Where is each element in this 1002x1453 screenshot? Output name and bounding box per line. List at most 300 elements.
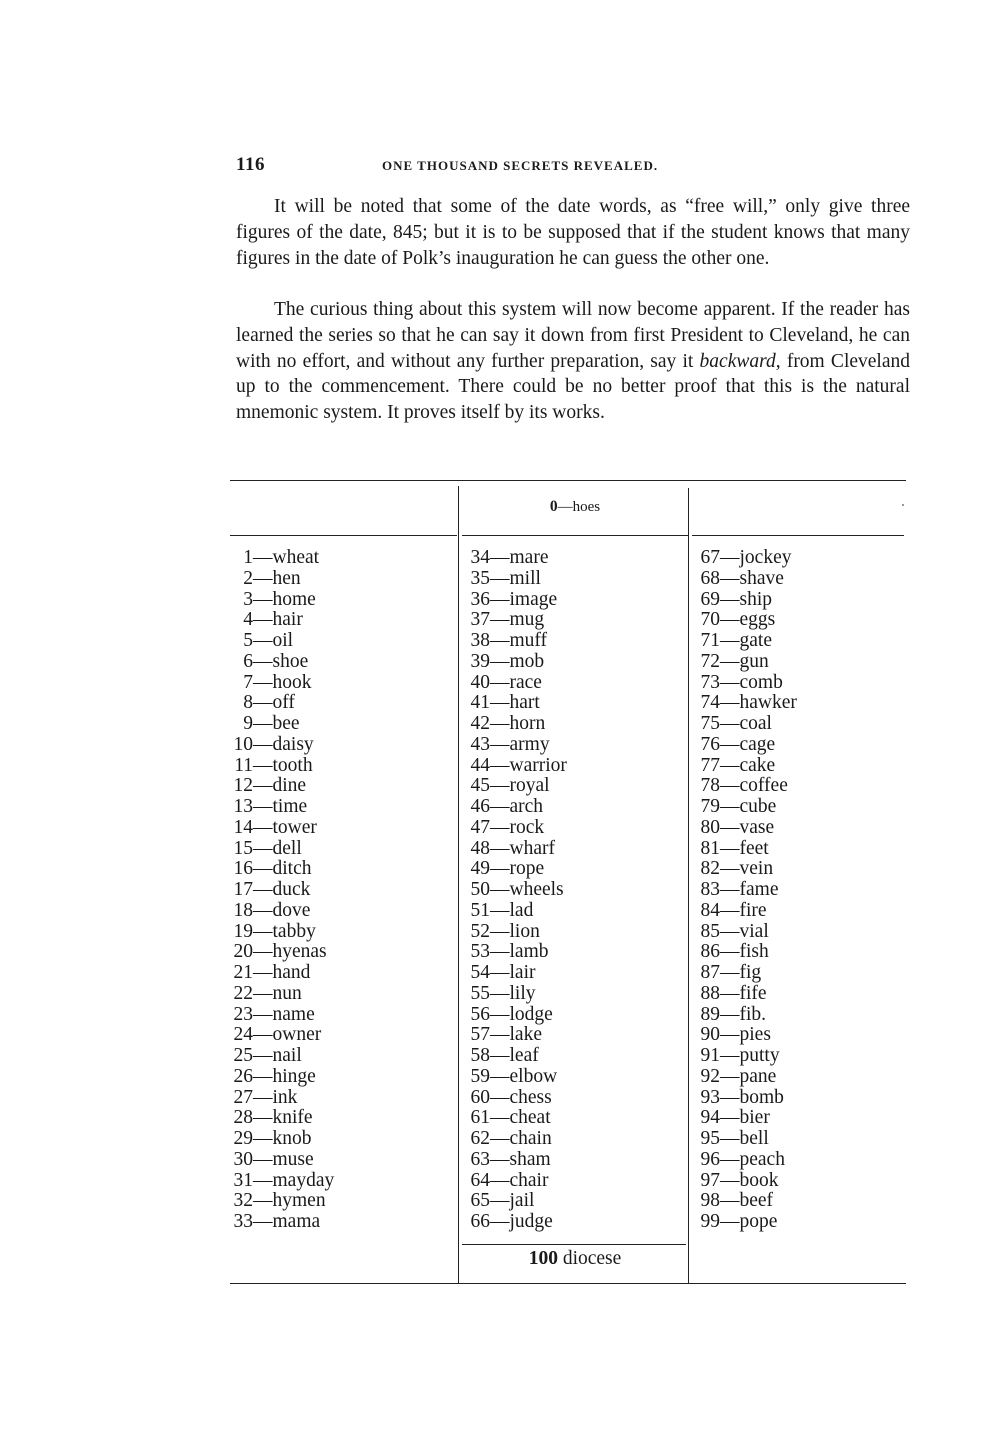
- entry-word: fish: [739, 941, 769, 963]
- entry-dash: —: [253, 713, 273, 734]
- entry-dash: —: [253, 1024, 273, 1046]
- entry-number: 53: [470, 941, 490, 963]
- entry-number: 13: [233, 796, 253, 817]
- entry-number: 62: [470, 1128, 490, 1149]
- entry-number: 18: [233, 899, 253, 921]
- entry-number: 19: [233, 920, 253, 942]
- entry-number: 39: [470, 650, 490, 672]
- table-column-1: [230, 548, 456, 1233]
- entry-dash: —: [253, 567, 273, 589]
- entry-word: bee: [272, 713, 300, 734]
- entry-dash: —: [253, 1190, 273, 1212]
- entry-word: bomb: [739, 1086, 784, 1108]
- table-entry: [468, 1025, 686, 1046]
- entry-dash: —: [253, 692, 273, 714]
- table-entry: [230, 1005, 456, 1026]
- entry-word: horn: [509, 713, 546, 734]
- entry-word: judge: [509, 1211, 553, 1232]
- entry-word: off: [272, 692, 295, 714]
- entry-word: shoe: [272, 650, 309, 672]
- entry-word: muff: [509, 630, 548, 651]
- table-entry: [230, 922, 456, 943]
- table-foot-rule-middle: [462, 1244, 686, 1245]
- table-entry: [698, 631, 904, 652]
- table-entry: [230, 569, 456, 590]
- entry-number: 52: [470, 920, 490, 942]
- entry-dash: —: [253, 1003, 273, 1025]
- entry-word: cage: [739, 733, 776, 755]
- entry-number: 26: [233, 1065, 253, 1087]
- entry-word: duck: [272, 879, 311, 900]
- entry-word: arch: [509, 796, 544, 817]
- entry-word: mama: [272, 1211, 321, 1232]
- paragraph-text-end: from Cleveland up to the commencement. There could be no better proof that this is the natural mnemonic system. It proves itself by its works.: [236, 350, 910, 424]
- entry-number: 78: [700, 775, 720, 797]
- entry-word: diocese: [562, 1248, 622, 1269]
- table-entry: [698, 652, 904, 673]
- entry-number: 32: [233, 1190, 253, 1212]
- table-entry: [468, 963, 686, 984]
- entry-dash: —: [720, 982, 740, 1004]
- entry-dash: —: [490, 733, 510, 755]
- entry-number: 68: [700, 567, 720, 589]
- entry-number: 56: [470, 1003, 490, 1025]
- entry-word: sham: [509, 1148, 551, 1170]
- entry-word: home: [272, 588, 316, 610]
- entry-number: 81: [700, 837, 720, 859]
- entry-number: 15: [233, 837, 253, 859]
- table-entry: [230, 1191, 456, 1212]
- table-entry: [230, 714, 456, 735]
- entry-number: 46: [470, 796, 490, 817]
- entry-word: beef: [739, 1190, 774, 1212]
- entry-number: 34: [470, 547, 490, 568]
- entry-word: wheels: [509, 879, 564, 900]
- entry-number: 76: [700, 733, 720, 755]
- entry-word: vein: [739, 858, 774, 880]
- entry-dash: —: [253, 941, 273, 963]
- entry-word: chain: [509, 1128, 552, 1149]
- entry-word: lair: [509, 962, 536, 983]
- table-entry: [468, 569, 686, 590]
- table-column-divider-left: [458, 486, 459, 1284]
- table-entry: [468, 1191, 686, 1212]
- entry-dash: —: [720, 1065, 740, 1087]
- table-entry: [468, 984, 686, 1005]
- entry-word: hinge: [272, 1065, 316, 1087]
- table-entry: [468, 693, 686, 714]
- entry-number: 43: [470, 733, 490, 755]
- entry-number: 66: [470, 1211, 490, 1232]
- entry-dash: —: [253, 962, 273, 983]
- entry-number: 41: [470, 692, 490, 714]
- entry-number: 23: [233, 1003, 253, 1025]
- entry-word: elbow: [509, 1065, 558, 1087]
- entry-number: 63: [470, 1148, 490, 1170]
- entry-dash: —: [720, 547, 740, 568]
- entry-word: dove: [272, 899, 311, 921]
- entry-number: 35: [470, 567, 490, 589]
- entry-dash: —: [253, 547, 273, 568]
- table-entry: [698, 1108, 904, 1129]
- entry-dash: —: [720, 879, 740, 900]
- entry-word: royal: [509, 775, 550, 797]
- table-entry: [468, 714, 686, 735]
- entry-number: 50: [470, 879, 490, 900]
- entry-number: 8: [243, 692, 253, 714]
- entry-word: oil: [272, 630, 294, 651]
- entry-word: wheat: [272, 547, 320, 568]
- table-entry: [468, 1005, 686, 1026]
- table-entry: [698, 569, 904, 590]
- entry-number: 7: [243, 671, 253, 693]
- table-entry: [468, 610, 686, 631]
- entry-dash: —: [490, 1024, 510, 1046]
- entry-number: 59: [470, 1065, 490, 1087]
- entry-dash: —: [720, 1190, 740, 1212]
- entry-number: 64: [470, 1169, 490, 1191]
- table-entry: [230, 839, 456, 860]
- table-entry: [698, 1005, 904, 1026]
- table-entry: [468, 590, 686, 611]
- table-head-entry: [462, 498, 688, 516]
- entry-dash: —: [720, 754, 740, 776]
- entry-number: 24: [233, 1024, 253, 1046]
- table-entry: [698, 693, 904, 714]
- entry-number: 65: [470, 1190, 490, 1212]
- entry-word: comb: [739, 671, 783, 693]
- entry-word: bier: [739, 1107, 770, 1129]
- entry-number: 72: [700, 650, 720, 672]
- table-entry: [468, 1150, 686, 1171]
- table-entry: [230, 673, 456, 694]
- entry-dash: —: [720, 941, 740, 963]
- table-entry: [468, 901, 686, 922]
- entry-word: muse: [272, 1148, 314, 1170]
- table-entry: [468, 652, 686, 673]
- entry-dash: —: [720, 1128, 740, 1149]
- entry-dash: —: [253, 920, 273, 942]
- entry-word: book: [739, 1169, 779, 1191]
- entry-number: 70: [700, 609, 720, 631]
- entry-number: 60: [470, 1086, 490, 1108]
- table-entry: [468, 1067, 686, 1088]
- entry-dash: —: [720, 692, 740, 714]
- table-entry: [230, 859, 456, 880]
- entry-number: 85: [700, 920, 720, 942]
- entry-dash: —: [720, 858, 740, 880]
- entry-number: 57: [470, 1024, 490, 1046]
- table-entry: [698, 984, 904, 1005]
- entry-dash: —: [720, 588, 740, 610]
- entry-word: pane: [739, 1065, 777, 1087]
- table-entry: [230, 942, 456, 963]
- entry-number: 22: [233, 982, 253, 1004]
- stray-mark: [902, 504, 904, 506]
- entry-number: 29: [233, 1128, 253, 1149]
- entry-number: 6: [243, 650, 253, 672]
- entry-number: 55: [470, 982, 490, 1004]
- table-entry: [230, 776, 456, 797]
- entry-number: 45: [470, 775, 490, 797]
- entry-number: 0: [549, 498, 558, 515]
- table-entry: [698, 1025, 904, 1046]
- entry-dash: —: [720, 1169, 740, 1191]
- entry-dash: —: [720, 567, 740, 589]
- entry-word: tooth: [272, 754, 313, 776]
- page-header: [236, 154, 908, 178]
- entry-word: hyenas: [272, 941, 327, 963]
- table-foot-entry: [462, 1248, 688, 1270]
- entry-number: 58: [470, 1045, 490, 1066]
- entry-dash: —: [490, 1128, 510, 1149]
- table-top-rule: [230, 480, 906, 481]
- entry-word: dine: [272, 775, 307, 797]
- entry-word: nail: [272, 1045, 302, 1066]
- entry-word: fife: [739, 982, 767, 1004]
- entry-number: 47: [470, 816, 490, 838]
- table-entry: [468, 797, 686, 818]
- entry-number: 69: [700, 588, 720, 610]
- entry-number: 92: [700, 1065, 720, 1087]
- entry-word: lamb: [509, 941, 549, 963]
- entry-dash: —: [253, 899, 273, 921]
- entry-dash: —: [490, 547, 510, 568]
- table-entry: [230, 1046, 456, 1067]
- entry-word: name: [272, 1003, 315, 1025]
- table-entry: [698, 1046, 904, 1067]
- entry-number: 95: [700, 1128, 720, 1149]
- entry-dash: —: [720, 775, 740, 797]
- table-entry: [468, 1129, 686, 1150]
- table-entry: [698, 942, 904, 963]
- entry-number: 94: [700, 1107, 720, 1129]
- page-number: 116: [236, 154, 265, 175]
- table-entry: [698, 797, 904, 818]
- table-entry: [698, 1212, 904, 1233]
- entry-dash: —: [253, 1128, 273, 1149]
- entry-word: pope: [739, 1211, 778, 1232]
- entry-number: 12: [233, 775, 253, 797]
- entry-word: image: [509, 588, 558, 610]
- entry-number: 51: [470, 899, 490, 921]
- entry-word: fig: [739, 962, 762, 983]
- entry-dash: —: [490, 671, 510, 693]
- entry-number: 42: [470, 713, 490, 734]
- entry-number: 16: [233, 858, 253, 880]
- entry-dash: —: [490, 1045, 510, 1066]
- table-entry: [230, 1067, 456, 1088]
- entry-number: 67: [700, 547, 720, 568]
- table-entry: [698, 548, 904, 569]
- table-entry: [468, 1088, 686, 1109]
- entry-number: 90: [700, 1024, 720, 1046]
- emphasis-backward: backward,: [699, 350, 781, 372]
- entry-word: hoes: [572, 499, 601, 515]
- entry-word: ink: [272, 1086, 298, 1108]
- entry-dash: —: [490, 837, 510, 859]
- entry-word: hymen: [272, 1190, 326, 1212]
- table-entry: [468, 818, 686, 839]
- entry-dash: —: [490, 816, 510, 838]
- entry-number: 17: [233, 879, 253, 900]
- entry-word: cube: [739, 796, 777, 817]
- entry-number: 75: [700, 713, 720, 734]
- table-entry: [230, 880, 456, 901]
- table-entry: [698, 610, 904, 631]
- paragraph-text-start: The curious thing about this system will now become apparent. If the reader has learned the series so that he can say it down from first President to Cleveland, he can with no effort, and without any further preparation, say it: [236, 299, 910, 372]
- table-entry: [468, 673, 686, 694]
- table-entry: [230, 652, 456, 673]
- table-entry: [468, 1046, 686, 1067]
- table-entry: [468, 631, 686, 652]
- entry-dash: —: [490, 1065, 510, 1087]
- table-column-2: [468, 548, 686, 1233]
- entry-number: 14: [233, 816, 253, 838]
- entry-word: time: [272, 796, 308, 817]
- entry-number: 25: [233, 1045, 253, 1066]
- entry-number: 3: [243, 588, 253, 610]
- entry-number: 91: [700, 1045, 720, 1066]
- entry-dash: —: [253, 1107, 273, 1129]
- table-entry: [698, 1150, 904, 1171]
- entry-number: 79: [700, 796, 720, 817]
- table-entry: [698, 880, 904, 901]
- entry-word: hawker: [739, 692, 797, 714]
- entry-dash: —: [490, 879, 510, 900]
- entry-dash: —: [720, 1148, 740, 1170]
- entry-word: lake: [509, 1024, 542, 1046]
- entry-word: bell: [739, 1128, 769, 1149]
- entry-number: 21: [233, 962, 253, 983]
- entry-dash: —: [720, 733, 740, 755]
- table-column-divider-right: [688, 488, 689, 1284]
- entry-word: tower: [272, 816, 317, 838]
- table-entry: [230, 1171, 456, 1192]
- entry-dash: —: [253, 1045, 273, 1066]
- entry-word: lion: [509, 920, 540, 942]
- table-entry: [698, 1171, 904, 1192]
- entry-dash: —: [490, 982, 510, 1004]
- entry-number: 98: [700, 1190, 720, 1212]
- table-entry: [468, 1212, 686, 1233]
- entry-number: 49: [470, 858, 490, 880]
- entry-word: gun: [739, 650, 769, 672]
- entry-dash: —: [490, 1107, 510, 1129]
- entry-number: 48: [470, 837, 490, 859]
- entry-dash: —: [490, 692, 510, 714]
- table-entry: [698, 673, 904, 694]
- table-entry: [468, 548, 686, 569]
- entry-word: mob: [509, 650, 545, 672]
- entry-dash: —: [720, 609, 740, 631]
- entry-word: mill: [509, 567, 541, 589]
- entry-number: 99: [700, 1211, 720, 1232]
- entry-dash: —: [253, 650, 273, 672]
- entry-word: tabby: [272, 920, 316, 942]
- paragraph-text: [236, 297, 910, 426]
- entry-number: 44: [470, 754, 490, 776]
- entry-dash: —: [720, 630, 740, 651]
- entry-dash: —: [720, 962, 740, 983]
- entry-dash: —: [253, 1086, 273, 1108]
- table-entry: [230, 1150, 456, 1171]
- entry-dash: —: [253, 588, 273, 610]
- entry-number: 33: [233, 1211, 253, 1232]
- entry-dash: —: [490, 1086, 510, 1108]
- entry-number: 93: [700, 1086, 720, 1108]
- entry-dash: —: [490, 754, 510, 776]
- table-entry: [230, 901, 456, 922]
- table-entry: [698, 1067, 904, 1088]
- entry-word: coffee: [739, 775, 788, 797]
- entry-word: vase: [739, 816, 775, 838]
- entry-word: vial: [739, 920, 769, 942]
- entry-word: dell: [272, 837, 302, 859]
- table-entry: [698, 839, 904, 860]
- table-entry: [230, 548, 456, 569]
- entry-word: fame: [739, 879, 779, 900]
- mnemonic-table: [230, 480, 906, 1288]
- table-entry: [698, 901, 904, 922]
- entry-number: 5: [243, 630, 253, 651]
- entry-dash: —: [557, 499, 573, 515]
- entry-dash: —: [720, 1211, 740, 1232]
- entry-word: peach: [739, 1148, 785, 1170]
- table-entry: [468, 735, 686, 756]
- table-entry: [468, 1171, 686, 1192]
- entry-number: 73: [700, 671, 720, 693]
- entry-word: ship: [739, 588, 773, 610]
- entry-number: 4: [243, 609, 253, 631]
- entry-dash: —: [253, 1065, 273, 1087]
- entry-dash: —: [253, 733, 273, 755]
- entry-word: hair: [272, 609, 303, 631]
- entry-number: 97: [700, 1169, 720, 1191]
- table-entry: [468, 839, 686, 860]
- entry-dash: —: [490, 1003, 510, 1025]
- entry-word: coal: [739, 713, 772, 734]
- entry-word: fib.: [739, 1003, 767, 1025]
- entry-dash: —: [720, 1086, 740, 1108]
- table-entry: [230, 1108, 456, 1129]
- entry-number: 86: [700, 941, 720, 963]
- entry-number: 37: [470, 609, 490, 631]
- entry-number: 89: [700, 1003, 720, 1025]
- table-entry: [468, 859, 686, 880]
- entry-dash: —: [490, 941, 510, 963]
- entry-word: lodge: [509, 1003, 553, 1025]
- entry-number: 2: [243, 567, 253, 589]
- entry-word: fire: [739, 899, 767, 921]
- entry-word: cake: [739, 754, 776, 776]
- entry-dash: —: [253, 796, 273, 817]
- table-entry: [230, 1025, 456, 1046]
- entry-number: 20: [233, 941, 253, 963]
- entry-word: cheat: [509, 1107, 551, 1129]
- entry-dash: —: [720, 1107, 740, 1129]
- table-entry: [698, 1191, 904, 1212]
- entry-word: feet: [739, 837, 769, 859]
- entry-number: 36: [470, 588, 490, 610]
- table-column-3: [698, 548, 904, 1233]
- entry-dash: —: [490, 899, 510, 921]
- entry-number: 11: [234, 754, 253, 776]
- table-entry: [698, 756, 904, 777]
- entry-dash: —: [720, 650, 740, 672]
- table-entry: [230, 735, 456, 756]
- table-entry: [698, 859, 904, 880]
